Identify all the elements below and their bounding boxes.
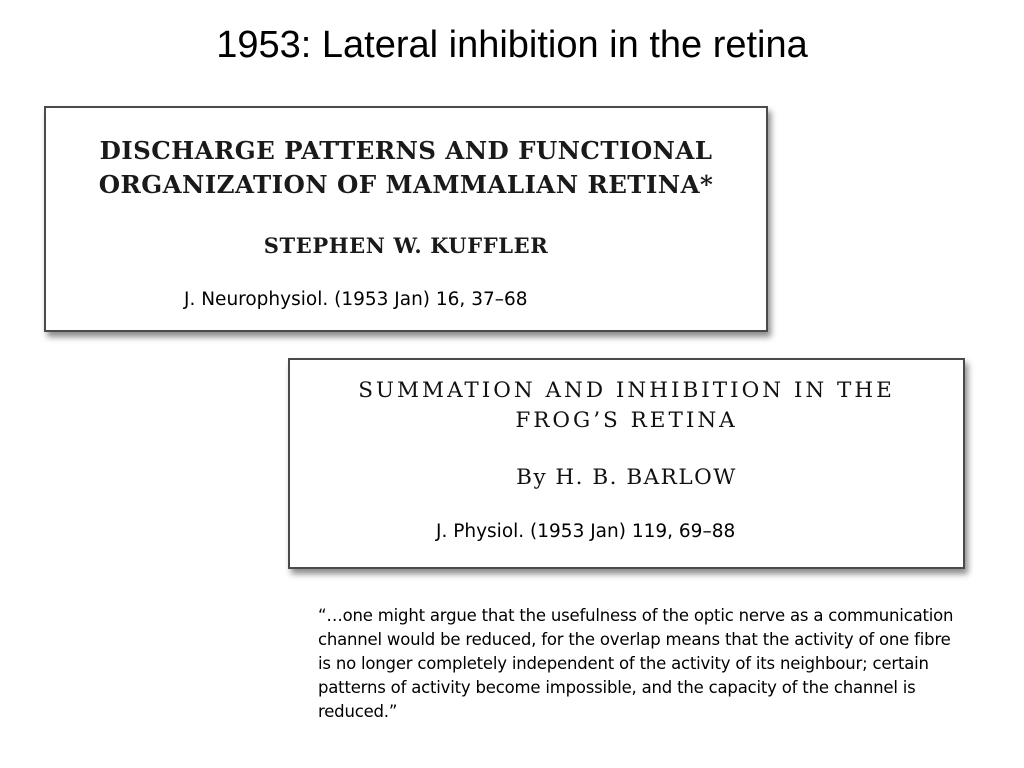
- slide-title: 1953: Lateral inhibition in the retina: [216, 24, 808, 66]
- paper-citation: J. Physiol. (1953 Jan) 119, 69–88: [436, 521, 736, 542]
- paper-author: STEPHEN W. KUFFLER: [263, 233, 549, 258]
- paper-title: [46, 134, 766, 202]
- paper-title-line: SUMMATION AND INHIBITION IN THE: [358, 378, 895, 403]
- barlow-quote: “…one might argue that the usefulness of the optic nerve as a communication channel would be reduced, for the overlap means that the activity of one fibre is no longer completely independent of the activity of its neighbour; certain patterns of activity become impossible, and the capacity of the channel is reduced.”: [318, 606, 954, 721]
- paper-author: By H. B. BARLOW: [516, 465, 737, 490]
- paper-title-line: ORGANIZATION OF MAMMALIAN RETINA*: [98, 170, 714, 199]
- paper-clipping-kuffler: [44, 106, 768, 332]
- paper-clipping-barlow: [288, 358, 965, 569]
- paper-title-line: DISCHARGE PATTERNS AND FUNCTIONAL: [99, 136, 713, 165]
- paper-citation: J. Neurophysiol. (1953 Jan) 16, 37–68: [184, 289, 528, 310]
- paper-title: [290, 376, 963, 436]
- paper-title-line: FROG’S RETINA: [515, 408, 738, 433]
